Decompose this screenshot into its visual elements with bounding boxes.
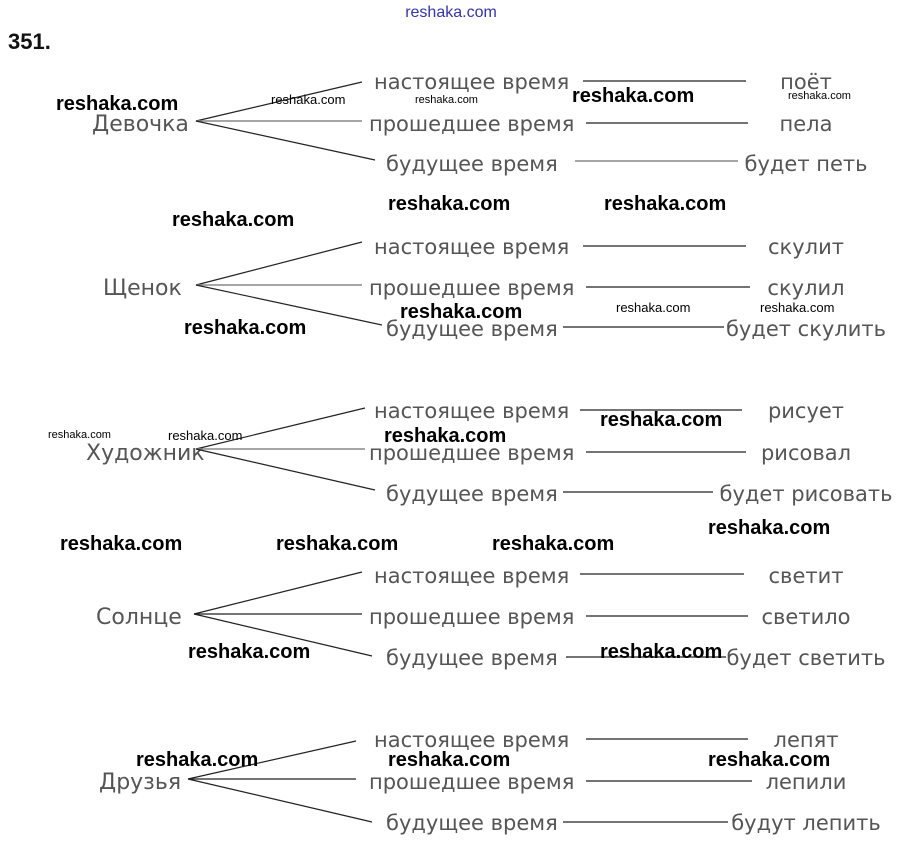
verb-form: будет светить (726, 646, 886, 670)
watermark: reshaka.com (168, 428, 243, 443)
verb-form: поёт (780, 70, 832, 94)
watermark: reshaka.com (492, 533, 615, 555)
watermark: reshaka.com (600, 641, 723, 663)
watermark: reshaka.com (572, 85, 695, 107)
branch-line (196, 121, 375, 160)
verb-form: скулил (767, 276, 845, 300)
watermark: reshaka.com (708, 517, 831, 539)
tense-label: прошедшее время (369, 605, 575, 629)
watermark: reshaka.com (400, 301, 523, 323)
group-druzya (99, 728, 881, 835)
watermark: reshaka.com (56, 93, 179, 115)
tense-label: будущее время (386, 811, 558, 835)
tense-label: настоящее время (374, 235, 570, 259)
watermark: reshaka.com (415, 94, 478, 106)
verb-form: рисовал (760, 441, 852, 465)
watermark: reshaka.com (188, 641, 311, 663)
watermark: reshaka.com (788, 90, 851, 102)
tense-label: настоящее время (374, 564, 570, 588)
noun-label: Щенок (103, 276, 182, 301)
watermark: reshaka.com (616, 300, 691, 315)
branch-line (188, 779, 372, 822)
tense-label: будущее время (386, 152, 558, 176)
verb-form: будет петь (744, 152, 868, 176)
watermark: reshaka.com (48, 429, 111, 441)
watermark: reshaka.com (136, 749, 259, 771)
branch-line (194, 572, 362, 614)
verb-form: рисует (767, 399, 845, 423)
tense-label: прошедшее время (369, 441, 575, 465)
group-khudozhnik (86, 399, 892, 506)
watermark: reshaka.com (760, 300, 835, 315)
verb-form: будет рисовать (719, 482, 893, 506)
noun-label: Девочка (92, 112, 189, 137)
tense-label: прошедшее время (369, 276, 575, 300)
tense-label: будущее время (386, 646, 558, 670)
noun-label: Художник (86, 441, 205, 466)
watermark: reshaka.com (172, 209, 295, 231)
exercise-number: 351. (8, 29, 51, 54)
verb-form: будет скулить (725, 317, 887, 341)
tense-label: прошедшее время (369, 770, 575, 794)
branch-line (196, 242, 362, 285)
watermark: reshaka.com (384, 425, 507, 447)
watermark: reshaka.com (60, 533, 183, 555)
tense-label: настоящее время (374, 70, 570, 94)
site-header: reshaka.com (405, 4, 497, 21)
noun-label: Друзья (99, 770, 182, 795)
watermark: reshaka.com (388, 749, 511, 771)
verb-form: лепили (765, 770, 847, 794)
tense-label: будущее время (386, 482, 558, 506)
watermark: reshaka.com (388, 193, 511, 215)
verb-form: лепят (773, 728, 839, 752)
watermark: reshaka.com (708, 749, 831, 771)
watermark: reshaka.com (600, 409, 723, 431)
tense-label: прошедшее время (369, 112, 575, 136)
verb-form: пела (779, 112, 833, 136)
noun-label: Солнце (96, 605, 182, 630)
verb-form: светит (768, 564, 844, 588)
watermark: reshaka.com (271, 92, 346, 107)
watermark: reshaka.com (276, 533, 399, 555)
branch-line (196, 449, 375, 490)
tense-label: настоящее время (374, 399, 570, 423)
watermark: reshaka.com (604, 193, 727, 215)
verb-form: будут лепить (731, 811, 881, 835)
verb-form: светило (761, 605, 851, 629)
watermark: reshaka.com (184, 317, 307, 339)
group-devochka (92, 70, 868, 176)
tense-label: настоящее время (374, 728, 570, 752)
tense-label: будущее время (386, 317, 558, 341)
verb-form: скулит (768, 235, 844, 259)
